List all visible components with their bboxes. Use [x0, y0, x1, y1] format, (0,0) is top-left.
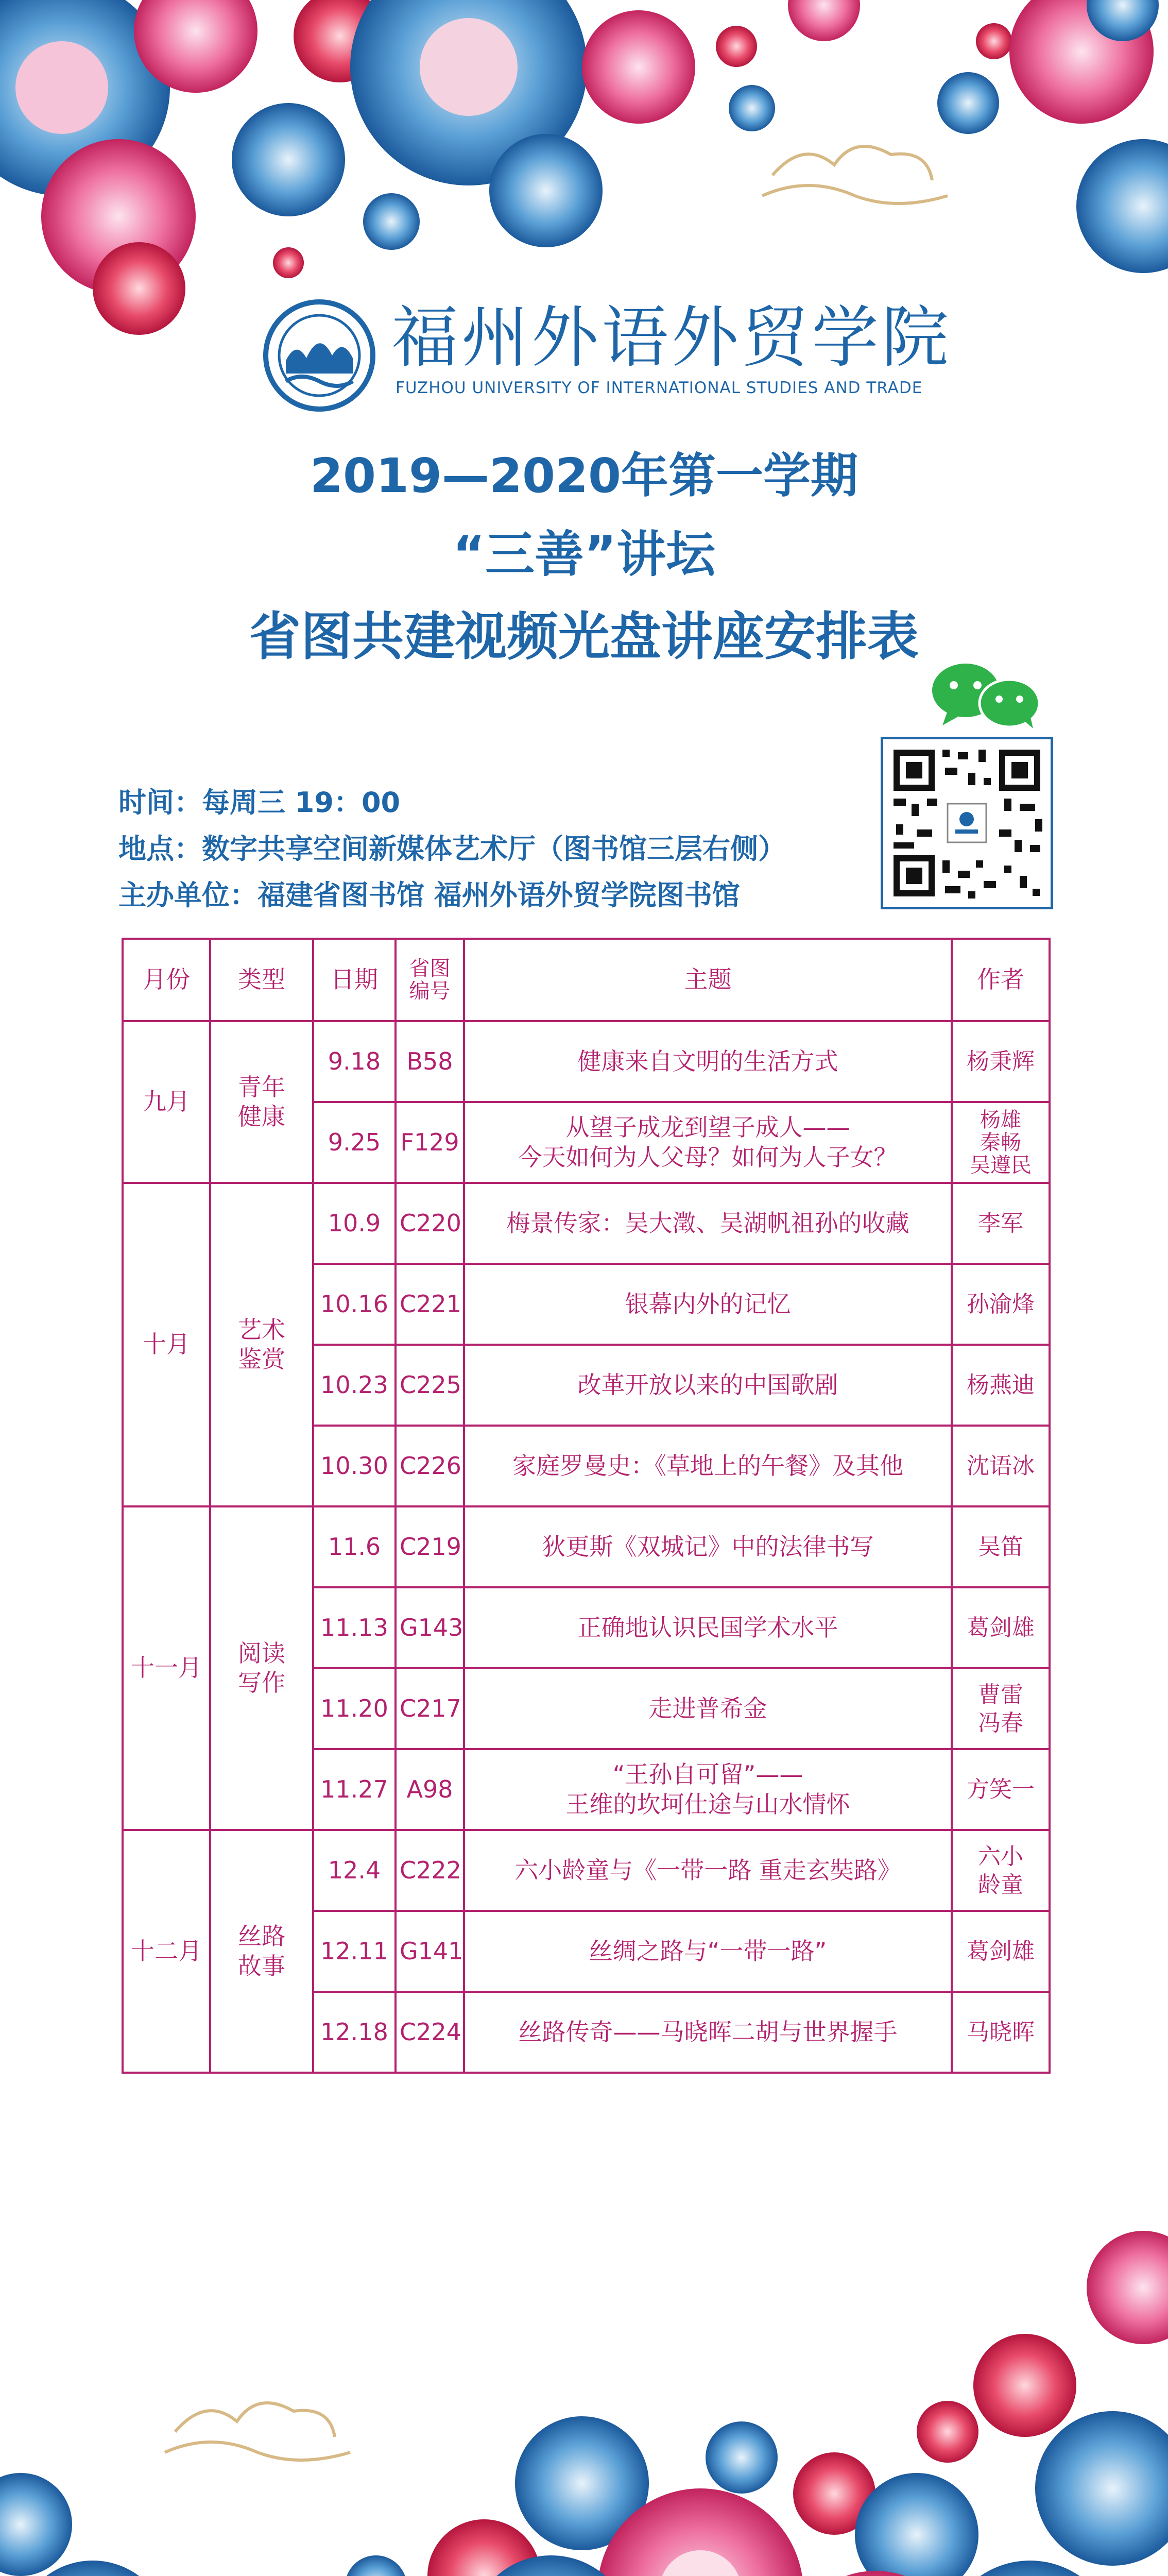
code-cell: G141: [396, 1911, 464, 1992]
topic-cell: 丝绸之路与“一带一路”: [464, 1911, 952, 1992]
table-header-row: [123, 939, 1050, 1021]
date-cell: 11.27: [313, 1749, 396, 1830]
date-cell: 10.16: [313, 1264, 396, 1345]
topic-cell: 正确地认识民国学术水平: [464, 1587, 952, 1668]
author-cell: 杨秉辉: [952, 1021, 1050, 1102]
date-cell: 10.23: [313, 1345, 396, 1426]
qr-code: [881, 737, 1053, 909]
code-cell: C225: [396, 1345, 464, 1426]
table-row: [123, 1183, 1050, 1264]
date-cell: 11.13: [313, 1587, 396, 1668]
date-cell: 12.18: [313, 1992, 396, 2073]
author-cell: 葛剑雄: [952, 1911, 1050, 1992]
lecture-schedule-table: [122, 938, 1051, 2074]
author-cell: 孙渝烽: [952, 1264, 1050, 1345]
code-cell: C219: [396, 1506, 464, 1587]
month-cell: 十二月: [123, 1830, 210, 2073]
code-cell: C226: [396, 1426, 464, 1506]
header-type: 类型: [210, 939, 313, 1021]
header-code: 省图 编号: [396, 939, 464, 1021]
author-cell: 葛剑雄: [952, 1587, 1050, 1668]
forum-title: “三善”讲坛: [452, 526, 716, 583]
author-cell: 杨雄 秦畅 吴遵民: [952, 1102, 1050, 1183]
date-cell: 12.11: [313, 1911, 396, 1992]
code-cell: C220: [396, 1183, 464, 1264]
table-row: [123, 1830, 1050, 1911]
date-cell: 10.30: [313, 1426, 396, 1506]
header-topic: 主题: [464, 939, 952, 1021]
wechat-icon: [927, 662, 1061, 729]
type-cell: 丝路 故事: [210, 1830, 313, 2073]
bottom-floral-decoration: [0, 2215, 1168, 2576]
header-month: 月份: [123, 939, 210, 1021]
university-name-english: FUZHOU UNIVERSITY OF INTERNATIONAL STUDIES AND TRADE: [396, 379, 923, 397]
author-cell: 方笑一: [952, 1749, 1050, 1830]
topic-cell: 改革开放以来的中国歌剧: [464, 1345, 952, 1426]
event-host: 主办单位：福建省图书馆 福州外语外贸学院图书馆: [118, 879, 740, 911]
author-cell: 曹雷 冯春: [952, 1668, 1050, 1749]
month-cell: 十月: [123, 1183, 210, 1506]
header-author: 作者: [952, 939, 1050, 1021]
semester-title: 2019—2020年第一学期: [310, 448, 858, 503]
topic-cell: 从望子成龙到望子成人—— 今天如何为人父母？如何为人子女？: [464, 1102, 952, 1183]
author-cell: 杨燕迪: [952, 1345, 1050, 1426]
topic-cell: 银幕内外的记忆: [464, 1264, 952, 1345]
event-time: 时间：每周三 19：00: [118, 786, 401, 819]
type-cell: 青年 健康: [210, 1021, 313, 1183]
schedule-title: 省图共建视频光盘讲座安排表: [249, 606, 919, 667]
author-cell: 沈语冰: [952, 1426, 1050, 1506]
topic-cell: “王孙自可留”—— 王维的坎坷仕途与山水情怀: [464, 1749, 952, 1830]
table-row: [123, 1021, 1050, 1102]
code-cell: C224: [396, 1992, 464, 2073]
author-cell: 吴笛: [952, 1506, 1050, 1587]
type-cell: 阅读 写作: [210, 1506, 313, 1830]
date-cell: 11.20: [313, 1668, 396, 1749]
author-cell: 马晓晖: [952, 1992, 1050, 2073]
month-cell: 九月: [123, 1021, 210, 1183]
university-name-chinese: 福州外语外贸学院: [391, 298, 952, 377]
table-row: [123, 1506, 1050, 1587]
code-cell: G143: [396, 1587, 464, 1668]
topic-cell: 梅景传家：吴大澂、吴湖帆祖孙的收藏: [464, 1183, 952, 1264]
topic-cell: 走进普希金: [464, 1668, 952, 1749]
type-cell: 艺术 鉴赏: [210, 1183, 313, 1506]
university-logo-emblem: [263, 299, 376, 412]
date-cell: 9.18: [313, 1021, 396, 1102]
date-cell: 11.6: [313, 1506, 396, 1587]
topic-cell: 六小龄童与《一带一路 重走玄奘路》: [464, 1830, 952, 1911]
code-cell: C217: [396, 1668, 464, 1749]
header-date: 日期: [313, 939, 396, 1021]
code-cell: F129: [396, 1102, 464, 1183]
month-cell: 十一月: [123, 1506, 210, 1830]
topic-cell: 狄更斯《双城记》中的法律书写: [464, 1506, 952, 1587]
topic-cell: 丝路传奇——马晓晖二胡与世界握手: [464, 1992, 952, 2073]
code-cell: C221: [396, 1264, 464, 1345]
topic-cell: 健康来自文明的生活方式: [464, 1021, 952, 1102]
date-cell: 9.25: [313, 1102, 396, 1183]
author-cell: 六小 龄童: [952, 1830, 1050, 1911]
topic-cell: 家庭罗曼史：《草地上的午餐》及其他: [464, 1426, 952, 1506]
date-cell: 12.4: [313, 1830, 396, 1911]
code-cell: C222: [396, 1830, 464, 1911]
code-cell: B58: [396, 1021, 464, 1102]
code-cell: A98: [396, 1749, 464, 1830]
author-cell: 李军: [952, 1183, 1050, 1264]
date-cell: 10.9: [313, 1183, 396, 1264]
event-place: 地点：数字共享空间新媒体艺术厅（图书馆三层右侧）: [118, 833, 786, 865]
